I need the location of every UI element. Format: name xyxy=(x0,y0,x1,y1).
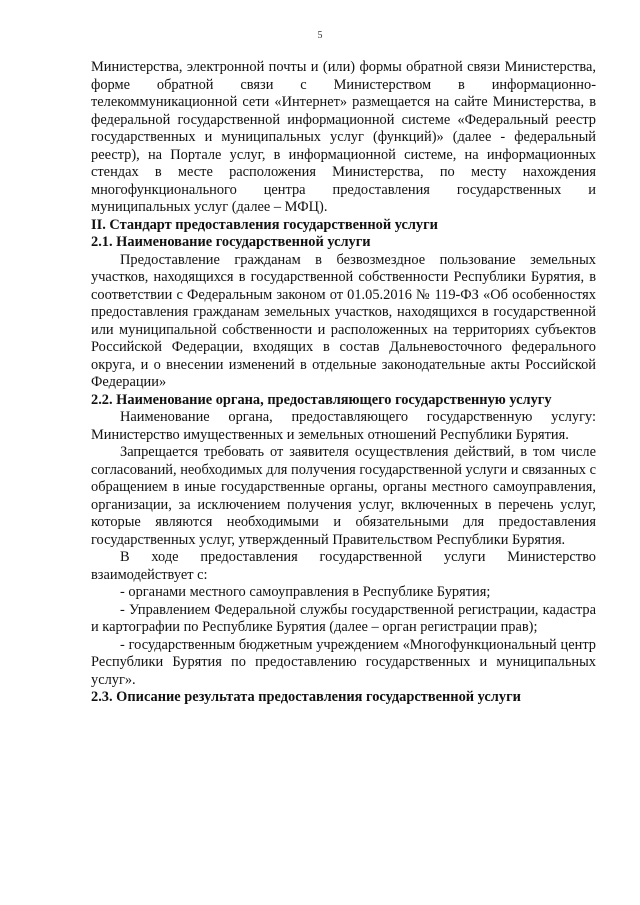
subsection-2-1-heading: 2.1. Наименование государственной услуги xyxy=(91,234,371,250)
page-number: 5 xyxy=(317,30,323,41)
section-2-heading: II. Стандарт предоставления государственной услуги xyxy=(91,216,438,233)
subsection-2-2-heading: 2.2. Наименование органа, предоставляющего государственную услугу xyxy=(91,391,552,408)
list-item-registration-service: - Управлением Федеральной службы государственной регистрации, кадастра и картографии по Республике Бурятия (далее – орган регистрации прав); xyxy=(91,601,596,635)
paragraph-prohibition: Запрещается требовать от заявителя осуществления действий, в том числе согласований, необходимых для получения государственной услуги и связанных с обращением в иные государственные органы, органы местного самоуправления, организации, за исключением получения услуг, включенных в перечень услуг, которые являются необходимыми и обязательными для предоставления государственных услуг, утвержденный Правительством Республики Бурятия. xyxy=(91,444,596,548)
document-body xyxy=(91,59,596,707)
intro-paragraph: Министерства, электронной почты и (или) формы обратной связи Министерства, форме обратной связи с Министерством в информационно-телекоммуникационной сети «Интернет» размещается на сайте Министерства, в федеральной государственной информационной системе «Федеральный реестр государственных и муниципальных услуг (функций)» (далее - федеральный реестр), на Портале услуг, в информационной системе, на информационных стендах в месте расположения Министерства, по месту нахождения многофункционального центра предоставления государственных и муниципальных услуг (далее – МФЦ). xyxy=(91,59,596,215)
paragraph-interaction-intro: В ходе предоставления государственной услуги Министерство взаимодействует с: xyxy=(91,549,596,583)
list-item-local-government: - органами местного самоуправления в Республике Бурятия; xyxy=(120,584,491,600)
subsection-2-3-heading: 2.3. Описание результата предоставления государственной услуги xyxy=(91,689,521,705)
paragraph-agency-name: Наименование органа, предоставляющего государственную услугу: Министерство имущественных и земельных отношений Республики Бурятия. xyxy=(91,409,596,443)
subsection-2-1-paragraph: Предоставление гражданам в безвозмездное пользование земельных участков, находящихся в государственной собственности Республики Бурятия, в соответствии с Федеральным законом от 01.05.2016 № 119-ФЗ «Об особенностях предоставления гражданам земельных участков, находящихся в государственной или муниципальной собственности и расположенных на территориях субъектов Российской Федерации, входящих в состав Дальневосточного федерального округа, и о внесении изменений в отдельные законодательные акты Российской Федерации» xyxy=(91,251,596,390)
list-item-mfc: - государственным бюджетным учреждением «Многофункциональный центр Республики Бурятия по предоставлению государственных и муниципальных услуг». xyxy=(91,636,596,688)
